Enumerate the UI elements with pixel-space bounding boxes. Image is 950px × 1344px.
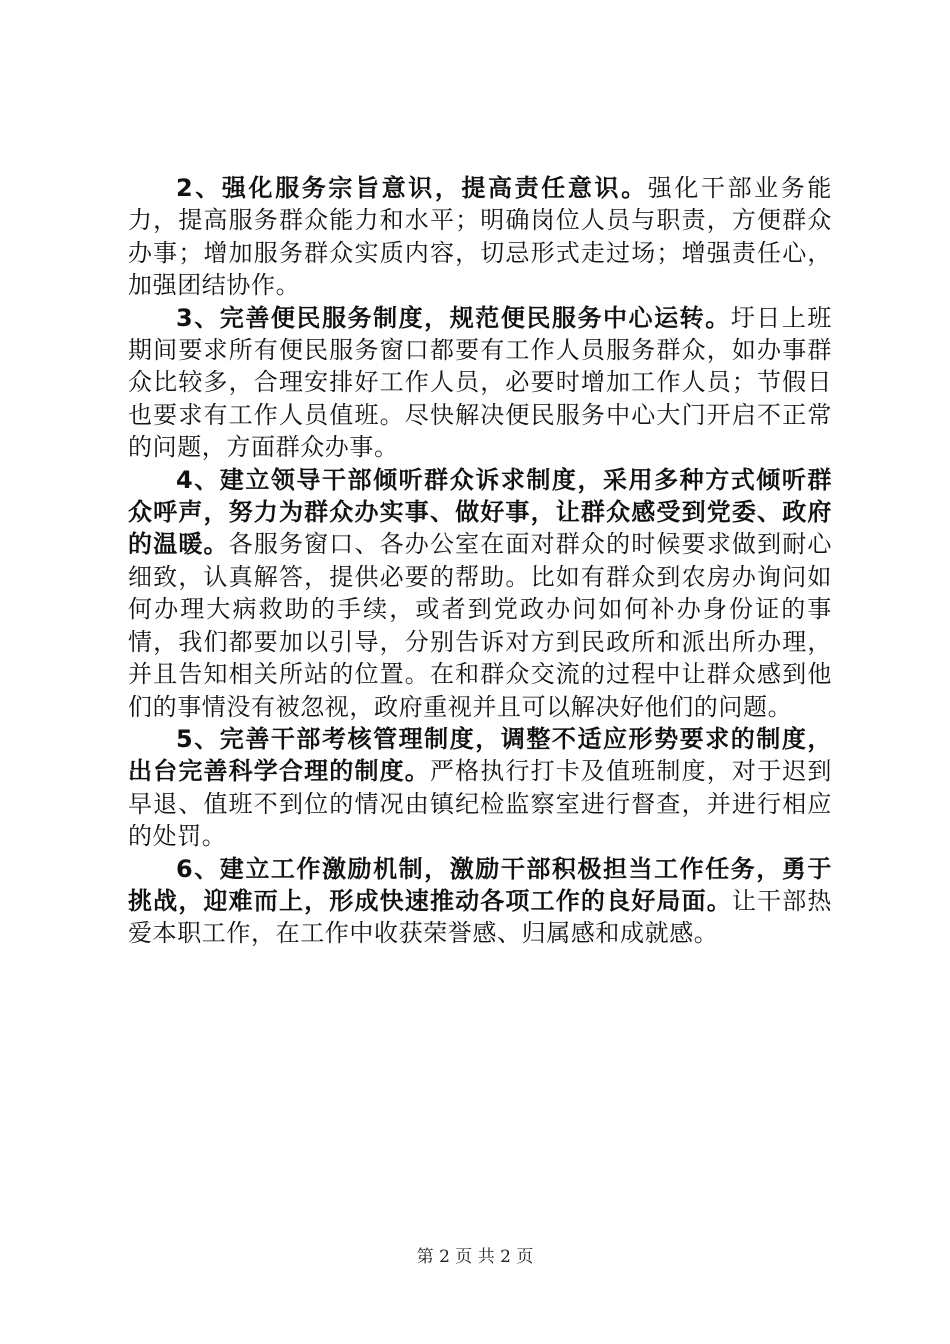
- paragraph-service-awareness: [128, 172, 832, 302]
- page-number-footer: 第 2 页 共 2 页: [416, 1247, 534, 1267]
- document-body: [128, 172, 832, 950]
- paragraph-heading: 6、建立工作激励机制，激励干部积极担当工作任务，勇于挑战，迎难而上，形成快速推动各项工作的良好局面。: [128, 854, 832, 915]
- paragraph-heading: 3、完善便民服务制度，规范便民服务中心运转。: [176, 303, 731, 332]
- paragraph-assessment-system: [128, 723, 832, 853]
- paragraph-incentive-mechanism: [128, 853, 832, 950]
- paragraph-heading: 4、建立领导干部倾听群众诉求制度，采用多种方式倾听群众呼声，努力为群众办实事、做好事，让群众感受到党委、政府的温暖。: [128, 465, 832, 559]
- paragraph-text: 圩日上班期间要求所有便民服务窗口都要有工作人员服务群众，如办事群众比较多，合理安排好工作人员，必要时增加工作人员；节假日也要求有工作人员值班。尽快解决便民服务中心大门开启不正常的问题，方面群众办事。: [128, 303, 832, 462]
- paragraph-listening-system: [128, 464, 832, 723]
- paragraph-text: 各服务窗口、各办公室在面对群众的时候要求做到耐心细致，认真解答，提供必要的帮助。比如有群众到农房办询问如何办理大病救助的手续，或者到党政办问如何补办身份证的事情，我们都要加以引导，分别告诉对方到民政所和派出所办理，并且告知相关所站的位置。在和群众交流的过程中让群众感到他们的事情没有被忽视，政府重视并且可以解决好他们的问题。: [128, 530, 832, 721]
- paragraph-text: 让干部热爱本职工作，在工作中收获荣誉感、归属感和成就感。: [128, 886, 832, 948]
- paragraph-text: 严格执行打卡及值班制度，对于迟到早退、值班不到位的情况由镇纪检监察室进行督查，并进行相应的处罚。: [128, 757, 832, 851]
- paragraph-heading: 2、强化服务宗旨意识，提高责任意识。: [176, 174, 648, 202]
- paragraph-convenience-service: [128, 302, 832, 464]
- paragraph-text: 强化干部业务能力，提高服务群众能力和水平；明确岗位人员与职责，方便群众办事；增加服务群众实质内容，切忌形式走过场；增强责任心，加强团结协作。: [128, 174, 833, 300]
- paragraph-heading: 5、完善干部考核管理制度，调整不适应形势要求的制度，出台完善科学合理的制度。: [128, 724, 832, 786]
